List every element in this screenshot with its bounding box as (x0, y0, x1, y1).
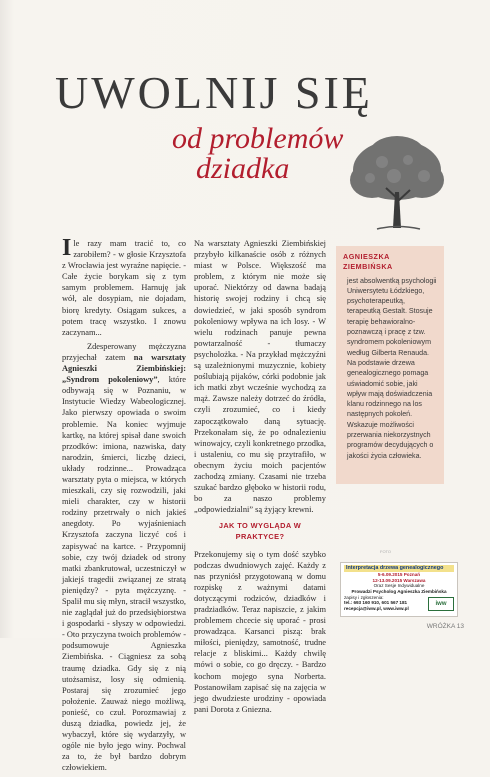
ad-date-warszawa: 12-13.09.2015 Warszawa (372, 577, 426, 583)
article-column-1 (62, 235, 186, 777)
advertisement (340, 562, 458, 617)
ad-host: Prowadzi Psycholog Agnieszka Ziembińska (351, 588, 447, 594)
ad-sessions: Oraz Sesje Indywidualne (373, 583, 425, 589)
ad-email: recepcja@iww.pl, www.iww.pl (344, 605, 409, 611)
page-footer: WRÓŻKA 13 (426, 623, 464, 630)
drop-cap: I (62, 235, 72, 261)
article-column-2 (194, 238, 326, 718)
headline-line-2: od problemów (172, 122, 344, 155)
ad-contact: zapisy i zgłoszenia: tel.: 693 160 910, 601 567 181 recepcja@iww.pl, www.iww.pl (344, 595, 454, 611)
paragraph: Ile razy mam tracić to, co zarobiłem? - w głosie Krzysztofa z Wrocławia jest wyraźne napięcie. - Całe życie borykam się z tym samym problemem. Harnuję jak wół, ale dosypiam, nie dojadam, biorę kredyty. Osiągam sukces, a potem tracę wszystko. I znowu zaczynam... (62, 235, 186, 337)
workshop-name: na warsztaty Agnieszki Ziembińskiej: „Syndrom pokoleniowy” (62, 352, 186, 385)
ad-phone: tel.: 693 160 910, 601 567 181 (344, 600, 408, 606)
author-bio: jest absolwentką psychologii Uniwersytetu Łódzkiego, psychoterapeutką, terapeutką Gestalt. Stosuje terapię behawioralno-poznawczą i pracę z tzw. syndromem pokoleniowym według Gilberta Renauda. Na podstawie drzewa genealogicznego pomaga uświadomić sobie, jaki wpływ mają doświadczenia klanu rodzinnego na los następnych pokoleń. Wskazuje możliwości przerwania niekorzystnych programów decydujących o jakości życia człowieka. (347, 276, 437, 460)
ad-date-poznan: 5-6.09.2015 Poznań (377, 572, 421, 578)
image-credit: FOTO (380, 549, 392, 554)
author-bio-box (336, 246, 444, 484)
paragraph: Na warsztaty Agnieszki Ziembińskiej przybyło kilkanaście osób z różnych miast w Polsce. Większość ma problem, z którym nie może się uporać. Niektórzy od dawna badają historię swojej rodziny i chcą się dowiedzieć, w jaki sposób syndrom pokoleniowy wpływa na ich losy. - W wielu rodzinach panuje pewna powtarzalność - tłumaczy psycholożka. - Na przykład mężczyźni są uzależnionymi muzycznie, kobiety poślubiają pijaków, córki podobnie jak ich matki zbyt wcześnie wychodzą za mąż. Zawsze należy dotrzeć do źródła, czyli zrozumieć, co i kiedy zapoczątkowało daną sytuację. Przekonałam się, że po odnalezieniu winowajcy, czyli konkretnego przodka, i ustaleniu, co mu się przytrafiło, w obecnym życiu moich pacjentów zachodzą zmiany. Czasami nie trzeba szukać bardzo głęboko w historii rodu, bo za naszo problemy „odpowiedzialni” są żyjący krewni. (194, 239, 326, 515)
tree-illustration (342, 132, 452, 242)
paragraph: Przekonujemy się o tym dość szybko podczas dwudniowych zajęć. Każdy z nas przyniósł przygotowaną w domu rozpiskę z ważnymi datami dotyczącymi rodziców, dziadków i pradziadków. Teraz napiszcie, z jakim problemem chcecie się uporać - prosi prowadząca. Karsanci piszą: brak miłości, pieniędzy, samotność, trudne relacje z bliskimi... Każdy chwilę mówi o sobie, co go dręczy. - Bardzo kochom mojego syna Norberta. Postanowiłam zapisać się na zajęcia w jego dwudzieste urodziny - opowiada pani Dorota z Gniezna. (194, 549, 326, 714)
paragraph: Zdesperowany mężczyzna przyjechał zatem na warsztaty Agnieszki Ziembińskiej: „Syndrom pokoleniowy”, które odbywają się w Poznaniu, w Instytucie Wiedzy Wabeologicznej. Jako pierwszy opowiada o swoim problemie. Na koniec wyjmuje kartkę, na której spisał dane swoich przodków: imiona, nazwiska, daty narodzin, śmierci, liczbę dzieci, układy rodzinne... Prowadząca warsztaty pyta o miejsca, w których mieszkali, czy się rozwodzili, jaki mieli charakter, czy w historii rodziny przetrwały o nich jakieś anegdoty. Po wyjaśnieniach Krzysztofa zaczyna liczyć coś i zapisywać na kartce. - Przypomnij sobie, czy twój dziadek od strony matki zbankrutował, uczestniczył w jakiejś tragedii związanej ze stratą pieniędzy? - pyta mężczyznę. - Spalił mu się młyn, stracił wszystko, nie zaglądał już do przedsiębiorstwa i gospodarki - słyszy w odpowiedzi. - Oto przyczyna twoich problemów - podsumowuje Agnieszka Ziembińska. - Ciągniesz za sobą traumę dziadka. Gdy się z nią utożsamisz, losy się odmienią. Postaraj się zrozumieć jego położenie. Zauważ niego możliwą, ponieść, co czuł. Porozmawiaj z duszą dziadka, powiedz jej, że wybaczył, które się wydarzyły, w ogóle nie było jego winy. Pochwal za to, że był bardzo dobrym człowiekiem. (62, 341, 186, 773)
ad-header: Interpretacja drzewa genealogicznego (344, 565, 454, 572)
headline-main: UWOLNIJ SIĘ (55, 67, 373, 118)
iww-logo: iww (428, 597, 454, 611)
author-name: AGNIESZKA ZIEMBIŃSKA (343, 252, 393, 272)
headline-line-3: dziadka (196, 152, 290, 185)
section-subheading: JAK TO WYGLĄDA W PRAKTYCE? (218, 521, 302, 542)
